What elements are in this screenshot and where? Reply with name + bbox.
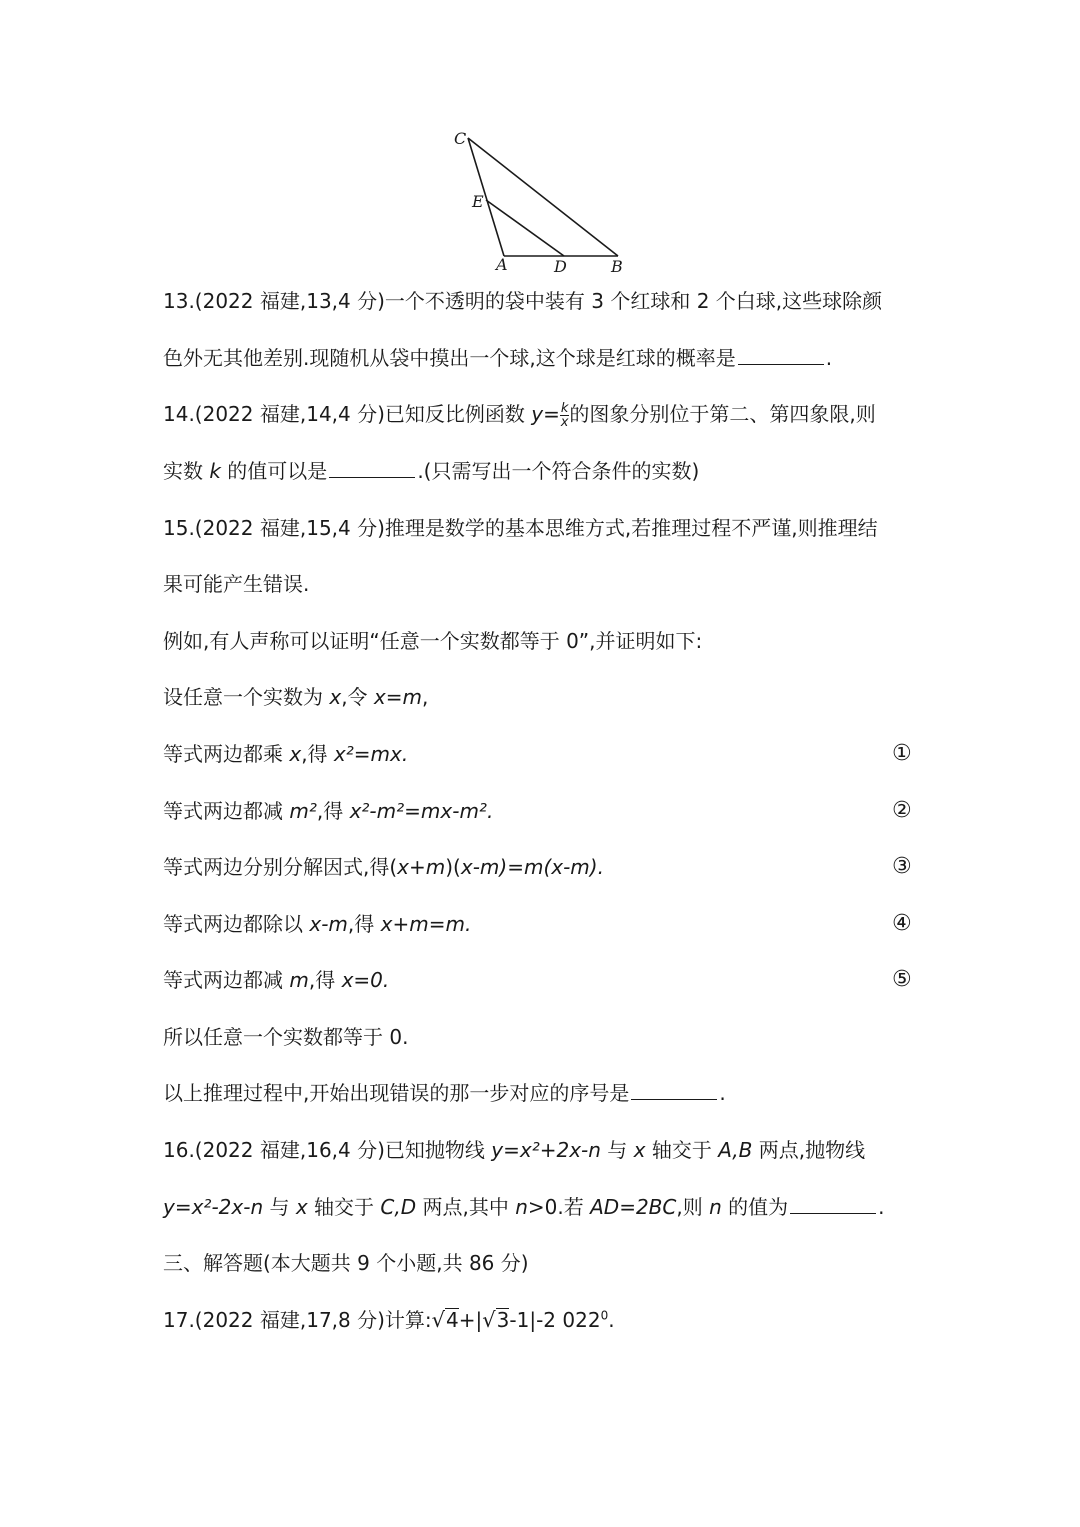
step-math: x²=mx. (333, 742, 409, 766)
q16-line2-x: x (295, 1195, 308, 1219)
step-var: m² (289, 799, 317, 823)
sqrt-icon: √ (482, 1308, 496, 1332)
label-b: B (611, 257, 623, 276)
label-d: D (554, 257, 567, 276)
q13-line2-text: 色外无其他差别.现随机从袋中摸出一个球,这个球是红球的概率是 (163, 346, 736, 370)
q14-pre: 14.(2022 福建,14,4 分)已知反比例函数 (163, 402, 532, 426)
q14-frac-num: k (560, 401, 569, 416)
step-text: 等式两边分别分解因式,得( (163, 855, 398, 879)
q15-setup-mid: ,令 (341, 685, 374, 709)
step-mid: ,得 (316, 799, 350, 823)
q14-line2-mid: 的值可以是 (220, 459, 328, 483)
q13-answer-blank (738, 344, 824, 365)
q16-line2-cond: n (515, 1195, 528, 1219)
q17-post: -1|-2 022 (509, 1308, 601, 1332)
q13-line1: 13.(2022 福建,13,4 分)一个不透明的袋中装有 3 个红球和 2 个白球,这些球除颜 (163, 289, 883, 313)
q17-radicand-2: 3 (496, 1308, 510, 1332)
q16-line1-post: 两点,抛物线 (752, 1138, 866, 1162)
q15-step-2-number: ② (892, 798, 912, 823)
q15-setup-eq: x=m (373, 685, 422, 709)
q14-line2-post: .(只需写出一个符合条件的实数) (417, 459, 700, 483)
q14-frac-den: x (560, 415, 569, 430)
step-text: 等式两边都乘 (163, 742, 290, 766)
q15-setup-text: 设任意一个实数为 (163, 685, 330, 709)
q13-line2 (163, 343, 832, 373)
q15-step-5 (163, 965, 389, 995)
q16-line2-rel: AD=2BC (590, 1195, 677, 1219)
q16-line1-pts: A,B (718, 1138, 753, 1162)
q15-step-4 (163, 909, 471, 939)
triangle-figure (440, 120, 660, 280)
q15-step-4-number: ④ (892, 911, 912, 936)
step-math: x+m=m. (380, 912, 472, 936)
label-a: A (496, 255, 508, 274)
step-var: x+m (397, 855, 446, 879)
q15-step-3-number: ③ (892, 854, 912, 879)
step-var: x-m (309, 912, 348, 936)
segment-cb (468, 138, 618, 256)
q17-radicand-1: 4 (446, 1308, 459, 1332)
q14-line1 (163, 399, 876, 429)
q16-answer-blank (790, 1193, 876, 1214)
q16-line2-post: 的值为 (721, 1195, 789, 1219)
step-math: x-m)=m(x-m). (460, 855, 604, 879)
step-mid: ,得 (347, 912, 381, 936)
q14-line2 (163, 456, 699, 486)
q15-setup-x: x (329, 685, 342, 709)
q15-line1: 15.(2022 福建,15,4 分)推理是数学的基本思维方式,若推理过程不严谨,则推理结 (163, 516, 878, 540)
q15-end: . (719, 1081, 726, 1105)
step-var: x (289, 742, 302, 766)
q16-line2-mid5: ,则 (676, 1195, 710, 1219)
q15-step-5-number: ⑤ (892, 967, 912, 992)
step-math: x²-m²=mx-m². (349, 799, 494, 823)
q15-setup (163, 682, 428, 712)
label-e: E (472, 192, 484, 211)
q15-question-text: 以上推理过程中,开始出现错误的那一步对应的序号是 (163, 1081, 630, 1105)
q16-line2-n: n (709, 1195, 722, 1219)
q13-end: . (825, 346, 833, 370)
q15-step-1 (163, 739, 408, 769)
q17-line (163, 1305, 615, 1335)
step-mid: )( (445, 855, 461, 879)
q15-step-3 (163, 852, 604, 882)
q15-setup-end: , (422, 685, 429, 709)
step-mid: ,得 (301, 742, 334, 766)
q16-line2 (163, 1192, 884, 1222)
q16-line1-pre: 16.(2022 福建,16,4 分)已知抛物线 (163, 1138, 492, 1162)
q14-post: 的图象分别位于第二、第四象限,则 (569, 402, 876, 426)
q17-end: . (608, 1308, 615, 1332)
q14-eq: = (543, 402, 560, 426)
q15-answer-blank (631, 1079, 717, 1100)
q16-line2-mid2: 轴交于 (307, 1195, 381, 1219)
q15-line3: 例如,有人声称可以证明“任意一个实数都等于 0”,并证明如下: (163, 629, 703, 653)
q17-exponent: 0 (600, 1308, 609, 1323)
q16-line2-mid: 与 (263, 1195, 296, 1219)
segment-ed (486, 200, 564, 256)
q16-line1 (163, 1135, 865, 1165)
q17-mid: +| (458, 1308, 483, 1332)
q16-line2-mid4: >0.若 (527, 1195, 591, 1219)
q16-line1-x: x (633, 1138, 646, 1162)
step-var: m (289, 968, 309, 992)
q16-line2-mid3: 两点,其中 (416, 1195, 516, 1219)
q14-answer-blank (329, 457, 415, 478)
q16-line1-mid2: 轴交于 (645, 1138, 719, 1162)
q17-pre: 17.(2022 福建,17,8 分)计算: (163, 1308, 432, 1332)
q14-k: k (209, 459, 221, 483)
q16-line1-eq: y=x²+2x-n (491, 1138, 601, 1162)
label-c: C (454, 129, 467, 148)
section-3-heading: 三、解答题(本大题共 9 个小题,共 86 分) (163, 1251, 529, 1275)
q16-end: . (878, 1195, 885, 1219)
q16-line2-pts: C,D (380, 1195, 417, 1219)
q15-question (163, 1078, 726, 1108)
step-math: x=0. (341, 968, 390, 992)
q16-line2-eq: y=x²-2x-n (163, 1195, 264, 1219)
q14-y: y (531, 402, 544, 426)
q14-fraction (560, 402, 570, 429)
q15-step-2 (163, 796, 493, 826)
step-text: 等式两边都减 (163, 968, 290, 992)
q14-line2-pre: 实数 (163, 459, 210, 483)
q15-line2: 果可能产生错误. (163, 572, 310, 596)
q16-line1-mid: 与 (600, 1138, 634, 1162)
sqrt-icon: √ (431, 1308, 446, 1332)
step-text: 等式两边都除以 (163, 912, 310, 936)
step-mid: ,得 (308, 968, 342, 992)
step-text: 等式两边都减 (163, 799, 290, 823)
q15-conclusion: 所以任意一个实数都等于 0. (163, 1025, 409, 1049)
q15-step-1-number: ① (892, 741, 912, 766)
